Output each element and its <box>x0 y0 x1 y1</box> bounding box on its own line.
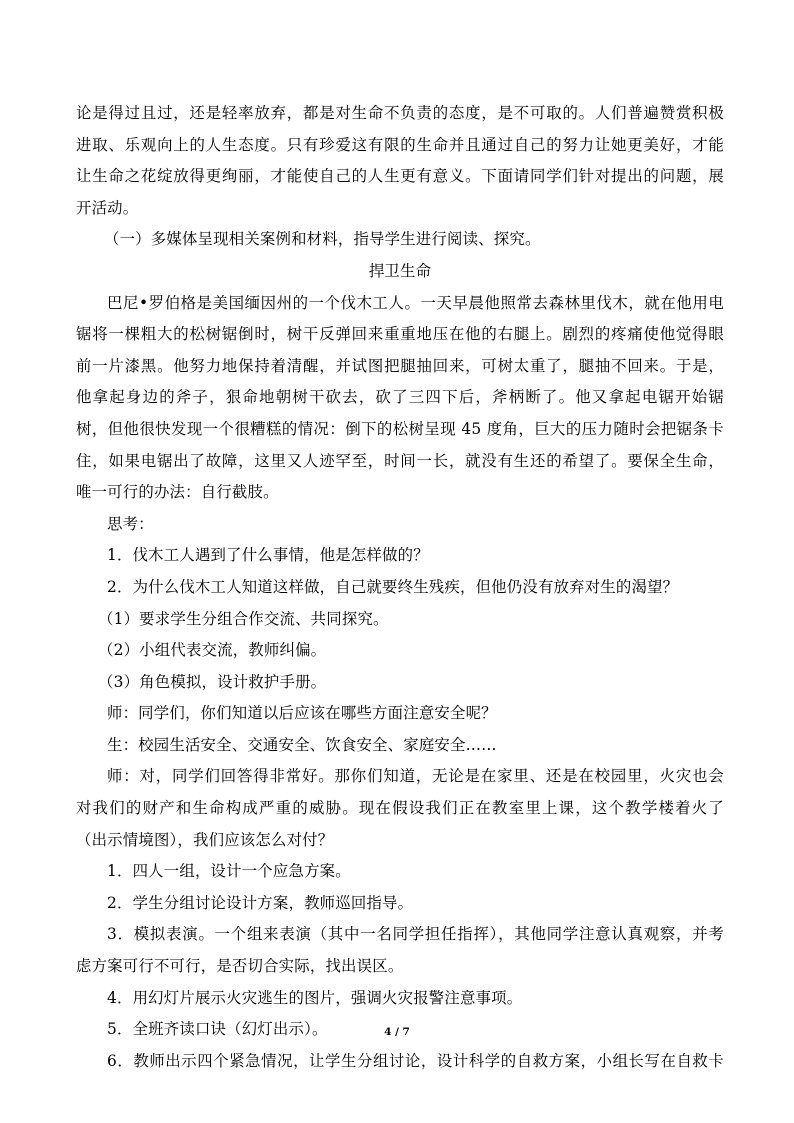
think-label: 思考： <box>107 514 154 533</box>
text-line: 论是得过且过，还是轻率放弃，都是对生命不负责的态度，是不可取的。人们普遍赞赏积极 <box>76 104 724 122</box>
document-body <box>76 98 724 1077</box>
text-line: 让生命之花绽放得更绚丽，才能使自己的人生更有意义。下面请同学们针对提出的问题，展 <box>76 167 724 186</box>
activity-item: （1）要求学生分组合作交流、共同探究。 <box>98 609 389 628</box>
text-line: 前一片漆黑。他努力地保持着清醒，并试图把腿抽回来，可树太重了，腿抽不回来。于是， <box>76 356 724 375</box>
page-number: 4 / 7 <box>384 1026 410 1038</box>
dialogue-line: 生：校园生活安全、交通安全、饮食安全、家庭安全…… <box>107 735 497 754</box>
text-line: 树，但他很快发现一个很糟糕的情况：倒下的松树呈现 45 度角，巨大的压力随时会把锯条卡 <box>76 419 724 438</box>
activity-item: （2）小组代表交流，教师纠偏。 <box>98 641 327 660</box>
step-item: 6．教师出示四个紧急情况，让学生分组讨论，设计科学的自救方案，小组长写在自救卡 <box>107 1051 724 1070</box>
section-heading: （一）多媒体呈现相关案例和材料，指导学生进行阅读、探究。 <box>104 230 541 249</box>
step-item: 5．全班齐读口诀（幻灯出示）。 <box>107 1020 328 1039</box>
case-title: 捍卫生命 <box>368 261 432 280</box>
text-line: 巴尼•罗伯格是美国缅因州的一个伐木工人。一天早晨他照常去森林里伐木，就在他用电 <box>107 293 724 312</box>
dialogue-line: 师：对，同学们回答得非常好。那你们知道，无论是在家里、还是在校园里，火灾也会 <box>107 767 724 786</box>
text-line: 他拿起身边的斧子，狠命地朝树干砍去，砍了三四下后，斧柄断了。他又拿起电锯开始锯 <box>76 388 724 407</box>
activity-item: （3）角色模拟，设计救护手册。 <box>98 672 327 691</box>
step-item: 1．四人一组，设计一个应急方案。 <box>107 862 351 881</box>
text-line: 住，如果电锯出了故障，这里又人迹罕至，时间一长，就没有生还的希望了。要保全生命， <box>76 451 724 470</box>
dialogue-line: 师：同学们，你们知道以后应该在哪些方面注意安全呢？ <box>107 704 497 723</box>
step-item: 3．模拟表演。一个组来表演（其中一名同学担任指挥），其他同学注意认真观察，并考 <box>107 925 724 944</box>
question-item: 2．为什么伐木工人知道这样做，自己就要终生残疾，但他仍没有放弃对生的渴望？ <box>107 577 679 596</box>
step-item: 2．学生分组讨论设计方案，教师巡回指导。 <box>107 893 414 912</box>
text-line: 对我们的财产和生命构成严重的威胁。现在假设我们正在教室里上课，这个教学楼着火了 <box>76 799 724 818</box>
text-line: 进取、乐观向上的人生态度。只有珍爱这有限的生命并且通过自己的努力让她更美好，才能 <box>76 135 724 154</box>
text-line: 唯一可行的办法：自行截肢。 <box>76 483 279 502</box>
text-line: 锯将一棵粗大的松树锯倒时，树干反弹回来重重地压在他的右腿上。剧烈的疼痛使他觉得眼 <box>76 325 724 344</box>
text-line: 虑方案可行不可行，是否切合实际，找出误区。 <box>76 957 404 976</box>
step-item: 4．用幻灯片展示火灾逃生的图片，强调火灾报警注意事项。 <box>107 988 523 1007</box>
text-line: 开活动。 <box>76 198 139 217</box>
question-item: 1．伐木工人遇到了什么事情，他是怎样做的？ <box>107 546 429 565</box>
text-line: （出示情境图），我们应该怎么对付？ <box>76 830 334 849</box>
